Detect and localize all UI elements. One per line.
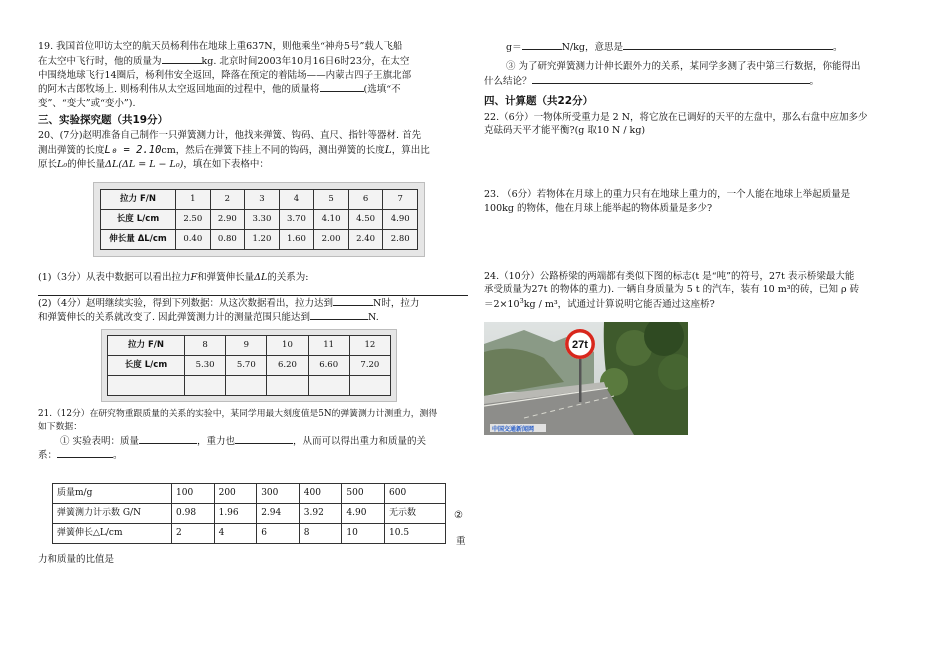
q20-text: 的关系为: (267, 271, 309, 283)
q20-line2 (38, 143, 474, 158)
table-cell: 100 (172, 484, 215, 504)
table-cell: 1 (176, 189, 211, 209)
right-column (484, 40, 914, 435)
table-cell (308, 376, 349, 396)
table-row (53, 504, 446, 524)
table-cell: 500 (342, 484, 385, 504)
table-row (108, 356, 391, 376)
q21-part3-line1: ③ 为了研究弹簧测力计伸长跟外力的关系，某同学多测了表中第三行数据，你能得出 (506, 60, 861, 72)
q24-text: kg / m³，试通过计算说明它能否通过这座桥? (523, 299, 715, 311)
table-cell: 4.50 (348, 209, 383, 229)
bridge-sign-photo (484, 322, 688, 435)
table-cell: 2.94 (257, 504, 300, 524)
q20-text: (2)（4分）赵明继续实验，得到下列数据：从这次数据看出，拉力达到 (38, 297, 334, 309)
q19-blank-change[interactable] (320, 82, 364, 92)
q21-text: g＝ (506, 42, 522, 53)
table-row (108, 336, 391, 356)
symbol-f: F (190, 271, 198, 283)
table-cell: 4.90 (383, 209, 418, 229)
table-cell: 4 (279, 189, 314, 209)
table-cell (349, 376, 390, 396)
table-cell: 6.20 (267, 356, 308, 376)
table-cell: 2.90 (210, 209, 245, 229)
q24-exponent: 3 (519, 297, 524, 306)
table-cell: 4 (214, 524, 257, 544)
bridge-sign-illustration (484, 322, 688, 435)
q19-line2 (38, 54, 474, 69)
table-cell: 7.20 (349, 356, 390, 376)
section3-heading: 三、实验探究题（共19分） (38, 113, 169, 126)
table-cell (267, 376, 308, 396)
q19-blank-mass[interactable] (162, 54, 202, 64)
table-row-label (108, 376, 185, 396)
q20-blank-force[interactable] (333, 296, 373, 306)
table-row (101, 229, 418, 249)
table-cell: 9 (226, 336, 267, 356)
q21-blank-relation[interactable] (57, 448, 113, 458)
q21-blank-ratio[interactable] (522, 40, 562, 50)
table-cell: 3.92 (299, 504, 342, 524)
table-row-label: 弹簧测力计示数 G/N (53, 504, 172, 524)
q19-text: 的阿木古郎牧场上. 则杨利伟从太空返回地面的过程中，他的质量将 (38, 84, 320, 96)
q21-blank-conclusion[interactable] (532, 74, 810, 84)
table2-scan (101, 329, 397, 402)
q21-last-line: 力和质量的比值是 (38, 554, 115, 566)
q21-text: 。 (832, 42, 843, 53)
table-cell: 8 (299, 524, 342, 544)
table-row-label: 长度 L/cm (108, 356, 185, 376)
q21-blank-gravity[interactable] (235, 434, 293, 444)
q24-line2: 承受质量为27t 的物体的重力). 一辆自身质量为 5 t 的汽车，装有 10 m³的砖，已知 ρ 砖 (484, 284, 860, 296)
table-cell: 200 (214, 484, 257, 504)
table-cell (185, 376, 226, 396)
q20-text: ，算出比 (391, 144, 430, 156)
symbol-l0: L₀ (57, 159, 68, 171)
table-cell: 2 (172, 524, 215, 544)
q20-text: N时，拉力 (373, 297, 420, 309)
sign-pole (579, 352, 582, 402)
table-cell: 10.5 (385, 524, 446, 544)
table-cell: 5.70 (226, 356, 267, 376)
table3 (52, 483, 446, 544)
symbol-l: L (384, 143, 392, 156)
table-cell: 3.70 (279, 209, 314, 229)
table-row (101, 189, 418, 209)
q20-blank-range[interactable] (310, 310, 368, 320)
table-cell: 8 (185, 336, 226, 356)
table-cell: 2.00 (314, 229, 349, 249)
q21-text: 系： (38, 450, 58, 462)
table-row (108, 376, 391, 396)
table-cell: 12 (349, 336, 390, 356)
table-cell: 1.20 (245, 229, 280, 249)
q19-text: 在太空中飞行时，他的质量为 (38, 55, 162, 67)
q21-line3 (60, 434, 474, 449)
table-cell: 6.60 (308, 356, 349, 376)
q22-line2: 克砝码天平才能平衡?(g 取10 N / kg) (484, 125, 646, 137)
q21-blank-mass[interactable] (139, 434, 197, 444)
q23-line2: 100kg 的物体，他在月球上能举起的物体质量是多少? (484, 202, 713, 214)
q21-g-line (506, 40, 914, 55)
q20-line3 (38, 158, 474, 172)
table-row-label: 质量m/g (53, 484, 172, 504)
table-cell: 2.50 (176, 209, 211, 229)
q21-text: 。 (809, 75, 820, 87)
table-row (53, 524, 446, 544)
table3-wrap (52, 483, 466, 548)
table-row-label: 弹簧伸长△L/cm (53, 524, 172, 544)
q20-text: N. (368, 312, 379, 324)
table-cell: 4.10 (314, 209, 349, 229)
q21-line1: 21.（12分）在研究物重跟质量的关系的实验中，某同学用最大刻度值是5N的弹簧测力计测重力，测得 (38, 409, 438, 420)
table-row-label: 长度 L/cm (101, 209, 176, 229)
table1-scan (93, 182, 425, 257)
q24-text: ＝2×10 (484, 299, 520, 311)
q21-mark-2: ② (454, 510, 463, 522)
q20-text: cm，然后在弹簧下挂上不同的钩码，测出弹簧的长度 (161, 144, 385, 156)
table-row (53, 484, 446, 504)
table-cell: 1.96 (214, 504, 257, 524)
q21-text: ① 实验表明：质量 (60, 435, 140, 447)
q21-line4 (38, 448, 474, 463)
table-cell: 6 (348, 189, 383, 209)
q20-line1: 20、(7分)赵明准备自己制作一只弹簧测力计，他找来弹簧、钩码、直尺、指针等器材. 首先 (38, 130, 422, 142)
q20-text: 原长 (38, 159, 58, 171)
table-cell: 无示数 (385, 504, 446, 524)
q20-text: 和弹簧伸长的关系就改变了. 因此弹簧测力计的测量范围只能达到 (38, 312, 311, 324)
q19-line1: 19. 我国首位叩访太空的航天员杨利伟在地球上重637N，则他乘坐“神舟5号”载人飞船 (38, 41, 403, 52)
q21-blank-meaning[interactable] (623, 40, 833, 50)
q20-sub2-line2 (38, 310, 474, 325)
q19-text: kg. 北京时间2003年10月16日6时23分，在太空 (201, 55, 410, 67)
q21-part3-line2 (484, 74, 914, 89)
q19-line3: 中围绕地球飞行14圈后，杨利伟安全返回，降落在预定的着陆场——内蒙古四子王旗北部 (38, 69, 412, 81)
table-cell: 3 (245, 189, 280, 209)
table-cell: 0.98 (172, 504, 215, 524)
q21-text: N/kg，意思是 (561, 42, 623, 53)
table-cell: 300 (257, 484, 300, 504)
q22-line1: 22.（6分）一物体所受重力是 2 N，将它放在已调好的天平的左盘中，那么右盘中应加多少 (484, 111, 868, 123)
table-cell: 0.80 (210, 229, 245, 249)
table-row-label: 拉力 F/N (108, 336, 185, 356)
q20-answer-line[interactable] (38, 285, 468, 296)
q24-line1: 24.（10分）公路桥梁的两端都有类似下图的标志(t 是“吨”的符号，27t 表示桥梁最大能 (484, 270, 855, 282)
table-cell: 0.40 (176, 229, 211, 249)
table-cell: 2 (210, 189, 245, 209)
table-cell: 10 (342, 524, 385, 544)
table-cell: 7 (383, 189, 418, 209)
table-row-label: 拉力 F/N (101, 189, 176, 209)
table-cell: 6 (257, 524, 300, 544)
table-cell: 5.30 (185, 356, 226, 376)
q19-line4 (38, 82, 474, 97)
table-cell: 3.30 (245, 209, 280, 229)
q21-text: 什么结论？ (484, 75, 532, 87)
table-cell: 1.60 (279, 229, 314, 249)
section4-heading: 四、计算题（共22分） (484, 95, 594, 108)
left-column (38, 40, 474, 567)
q21-line2: 如下数据： (38, 421, 82, 432)
formula-l0: L₀ = 2.10 (104, 143, 162, 156)
q20-sub1 (38, 271, 474, 285)
table-cell (226, 376, 267, 396)
table-cell: 5 (314, 189, 349, 209)
table2 (107, 335, 391, 396)
q21-text: 。 (113, 450, 123, 462)
table-cell: 4.90 (342, 504, 385, 524)
table-cell: 600 (385, 484, 446, 504)
q20-sub2-line1 (38, 296, 474, 311)
q21-text: ，从而可以得出重力和质量的关 (293, 435, 427, 447)
q23-line1: 23. （6分）若物体在月球上的重力只有在地球上重力的，一个人能在地球上举起质量是 (484, 189, 851, 201)
q20-text: 的伸长量 (67, 159, 106, 171)
watermark-text: 中国交通新闻网 (492, 426, 535, 434)
table-row (101, 209, 418, 229)
q19-line5: 变”、“变大”或“变小”). (38, 98, 136, 110)
table-cell: 400 (299, 484, 342, 504)
q21-text: ，重力也 (197, 435, 236, 447)
table-cell: 11 (308, 336, 349, 356)
table1 (100, 189, 418, 250)
formula-delta-l: ΔL(ΔL = L − L₀) (105, 159, 184, 171)
sign-limit-text: 27t (572, 339, 588, 352)
q20-text: (1)（3分）从表中数据可以看出拉力 (38, 271, 191, 283)
table-cell: 2.80 (383, 229, 418, 249)
q24-line3 (484, 297, 914, 312)
table-row-label: 伸长量 ΔL/cm (101, 229, 176, 249)
q19-text: (选填“不 (363, 84, 401, 96)
q20-text: 测出弹簧的长度 (38, 144, 105, 156)
table-cell: 10 (267, 336, 308, 356)
table-cell: 2.40 (348, 229, 383, 249)
q20-text: 和弹簧伸长量 (197, 271, 255, 283)
symbol-delta-l: ΔL (254, 271, 268, 283)
q21-side-char: 重 (456, 536, 466, 548)
q20-text: ，填在如下表格中： (183, 159, 269, 171)
